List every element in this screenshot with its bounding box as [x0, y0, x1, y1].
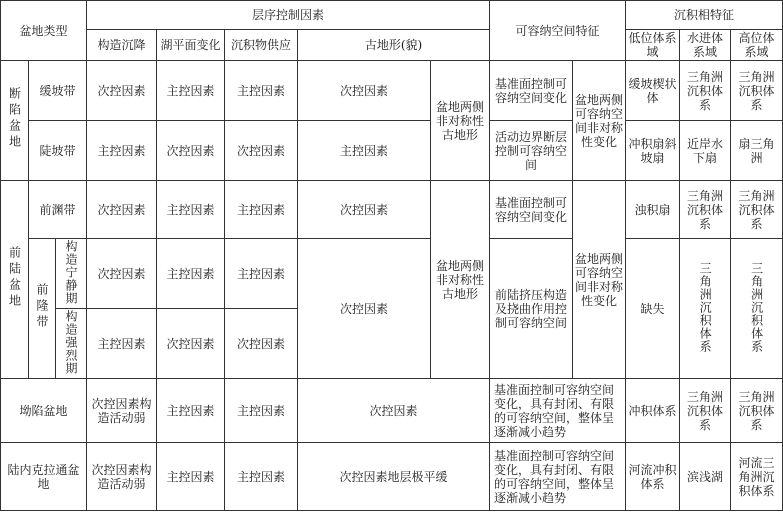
- cell-high: 三角洲沉积体系: [731, 379, 783, 443]
- collapse-basin-label: 坳陷盆地: [1, 379, 87, 443]
- cell-trans: 三角洲沉积体系: [680, 181, 731, 239]
- cell-subsidence: 次控因素: [87, 61, 157, 121]
- table-row: [1, 61, 783, 121]
- cell-high: 扇三角洲: [731, 121, 783, 181]
- table-row: [1, 181, 783, 239]
- cell-supply: 主控因素: [225, 181, 298, 239]
- cell-paleo: 次控因素地层极平缓: [298, 443, 490, 511]
- cell-lake-level: 主控因素: [157, 239, 225, 309]
- cell-paleo-note: 盆地两侧非对称性古地形: [431, 181, 490, 379]
- header-row-2: [1, 30, 783, 61]
- cell-paleo: 次控因素: [298, 239, 431, 379]
- cell-low: 缺失: [626, 239, 680, 379]
- cell-paleo: 次控因素: [298, 61, 431, 121]
- header-row-1: [1, 1, 783, 30]
- cell-supply: 主控因素: [225, 239, 298, 309]
- sediment-supply-header: 沉积物供应: [225, 30, 298, 61]
- cell-subsidence: 次控因素构造活动弱: [87, 379, 157, 443]
- lake-level-header: 湖平面变化: [157, 30, 225, 61]
- cell-low: 缓坡楔状体: [626, 61, 680, 121]
- fault-basin-label: 断陷盆地: [1, 61, 29, 181]
- cell-low: 河流冲积体系: [626, 443, 680, 511]
- row-name: 陡坡带: [29, 121, 87, 181]
- cell-subsidence: 主控因素: [87, 309, 157, 379]
- cell-high: 河流三角洲沉积体系: [731, 443, 783, 511]
- cell-paleo-note: 盆地两侧非对称性古地形: [431, 61, 490, 181]
- cell-trans: 三角洲沉积体系: [680, 61, 731, 121]
- cell-supply: 次控因素: [225, 121, 298, 181]
- cell-accommodation: 活动边界断层控制可容纳空间: [490, 121, 573, 181]
- cell-paleo: 次控因素: [298, 181, 431, 239]
- facies-header: 沉积相特征: [626, 1, 783, 30]
- low-stand-header: 低位体系域: [626, 30, 680, 61]
- craton-basin-label: 陆内克拉通盆地: [1, 443, 87, 511]
- cell-lake-level: 次控因素: [157, 309, 225, 379]
- subsidence-header: 构造沉降: [87, 30, 157, 61]
- cell-subsidence: 次控因素: [87, 239, 157, 309]
- table-row: [1, 443, 783, 511]
- cell-trans: 三角洲沉积体系: [680, 379, 731, 443]
- cell-low: 冲积体系: [626, 379, 680, 443]
- table-row: [1, 379, 783, 443]
- cell-accommodation: 基准面控制可容纳空间变化，具有封闭、有限的可容纳空间，整体呈逐渐减小趋势: [490, 443, 626, 511]
- cell-subsidence: 次控因素: [87, 181, 157, 239]
- row-name: 前渊带: [29, 181, 87, 239]
- cell-accommodation: 基准面控制可容纳空间变化，具有封闭、有限的可容纳空间，整体呈逐渐减小趋势: [490, 379, 626, 443]
- cell-lake-level: 主控因素: [157, 443, 225, 511]
- cell-accommodation-note: 盆地两侧可容纳空间非对称性变化: [573, 61, 626, 181]
- cell-supply: 主控因素: [225, 61, 298, 121]
- cell-high: 三角洲沉积体系: [731, 239, 783, 379]
- cell-accommodation-note: 盆地两侧可容纳空间非对称性变化: [573, 181, 626, 379]
- forebulge-label: 前隆带: [29, 239, 56, 379]
- accommodation-header: 可容纳空间特征: [490, 1, 626, 61]
- cell-trans: 近岸水下扇: [680, 121, 731, 181]
- cell-subsidence: 主控因素: [87, 121, 157, 181]
- cell-accommodation: 基准面控制可容纳空间变化: [490, 181, 573, 239]
- cell-supply: 次控因素: [225, 309, 298, 379]
- cell-high: 三角洲沉积体系: [731, 61, 783, 121]
- basin-type-header: 盆地类型: [1, 1, 87, 61]
- layer-control-header: 层序控制因素: [87, 1, 490, 30]
- cell-lake-level: 主控因素: [157, 379, 225, 443]
- cell-trans: 滨浅湖: [680, 443, 731, 511]
- cell-lake-level: 主控因素: [157, 61, 225, 121]
- cell-trans: 三角洲沉积体系: [680, 239, 731, 379]
- table-row: [1, 121, 783, 181]
- cell-paleo: 主控因素: [298, 121, 431, 181]
- cell-low: 浊积扇: [626, 181, 680, 239]
- cell-lake-level: 主控因素: [157, 181, 225, 239]
- cell-supply: 主控因素: [225, 379, 298, 443]
- row-name: 构造宁静期: [56, 239, 87, 309]
- cell-supply: 主控因素: [225, 443, 298, 511]
- paleo-landform-header: 古地形(貌): [298, 30, 490, 61]
- row-name: 构造强烈期: [56, 309, 87, 379]
- cell-paleo: 次控因素: [298, 379, 490, 443]
- cell-accommodation: 前陆挤压构造及挠曲作用控制可容纳空间: [490, 239, 573, 379]
- cell-high: 三角洲沉积体系: [731, 181, 783, 239]
- foreland-basin-label: 前陆盆地: [1, 181, 29, 379]
- transgressive-header: 水进体系域: [680, 30, 731, 61]
- row-name: 缓坡带: [29, 61, 87, 121]
- cell-subsidence: 次控因素构造活动弱: [87, 443, 157, 511]
- cell-low: 冲积扇斜坡扇: [626, 121, 680, 181]
- cell-lake-level: 次控因素: [157, 121, 225, 181]
- cell-accommodation: 基准面控制可容纳空间变化: [490, 61, 573, 121]
- table-row: [1, 239, 783, 309]
- high-stand-header: 高位体系域: [731, 30, 783, 61]
